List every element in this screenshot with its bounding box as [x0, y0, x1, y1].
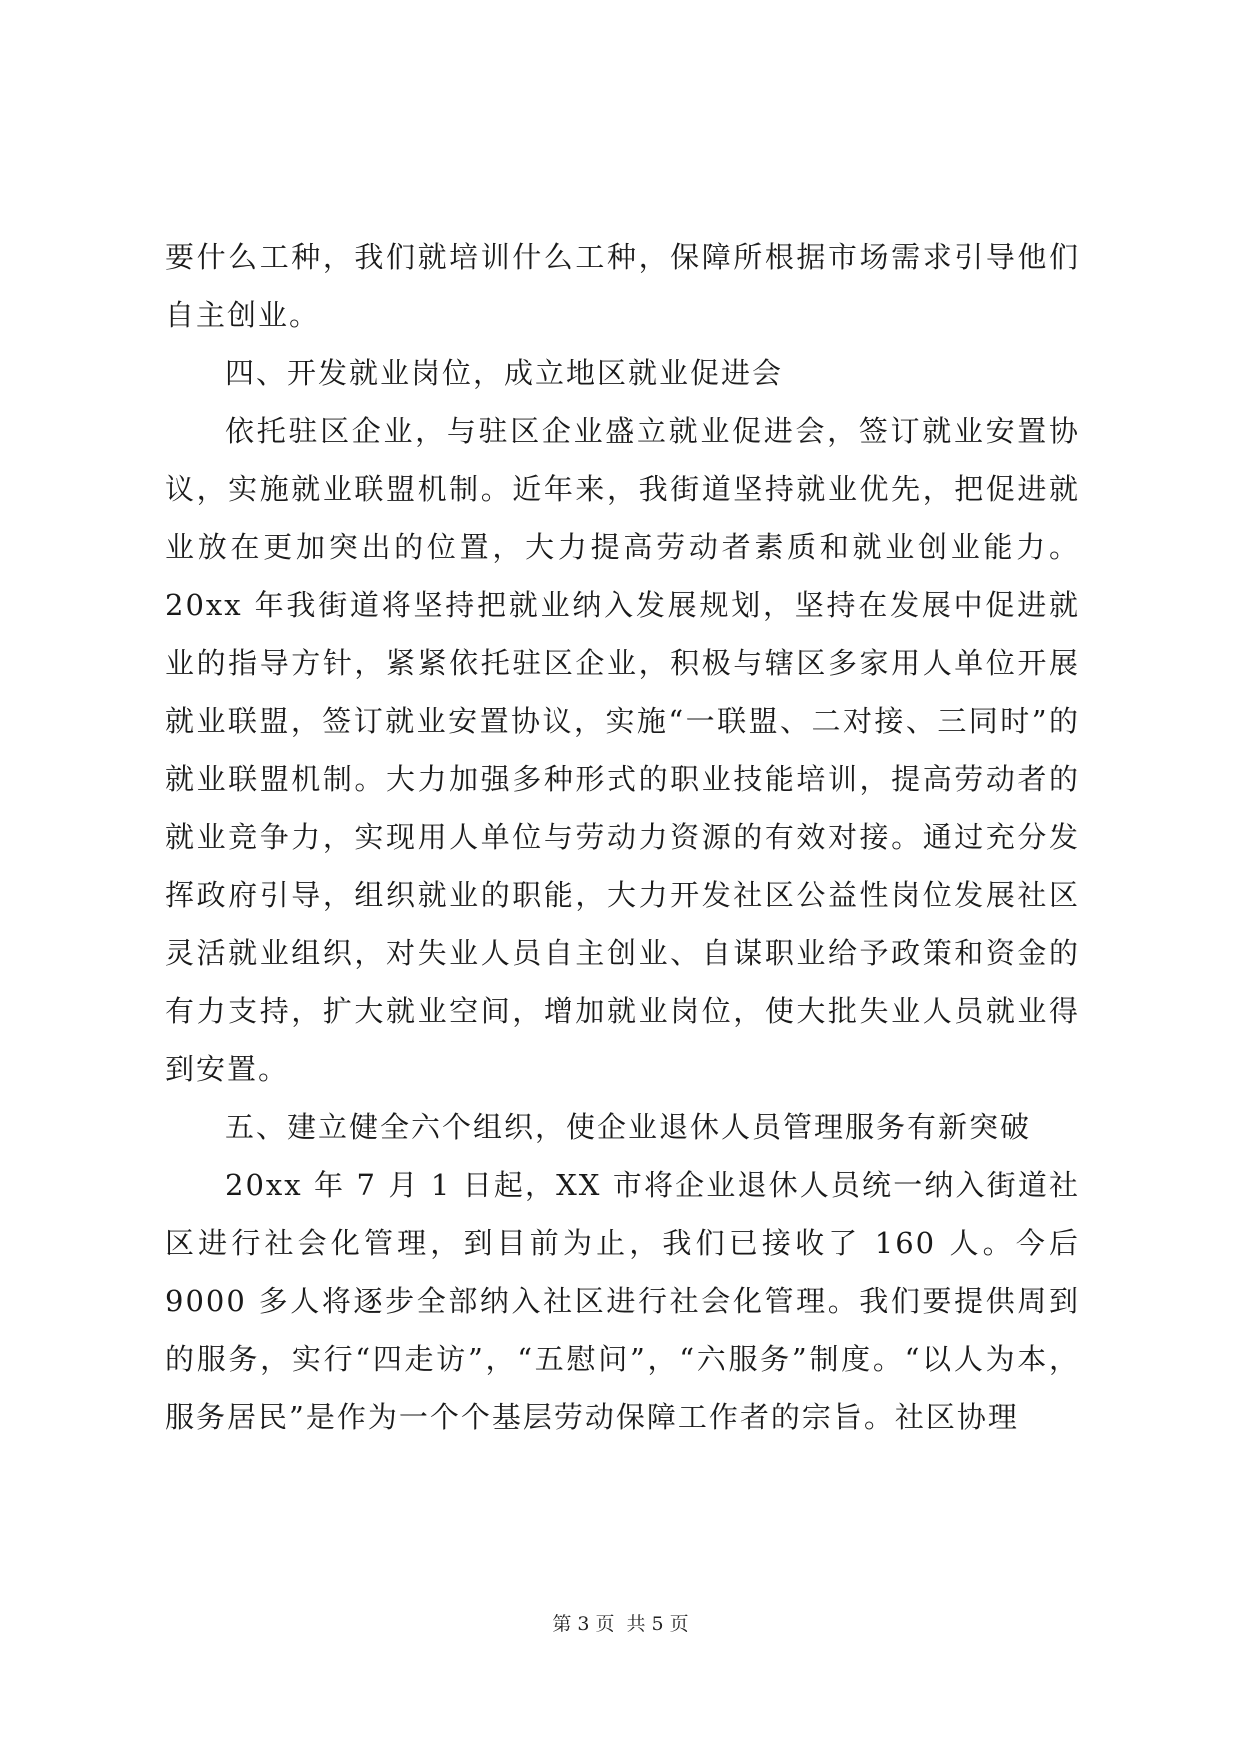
paragraph-retirees: 20xx 年 7 月 1 日起，XX 市将企业退休人员统一纳入街道社区进行社会化管理，到目前为止，我们已接收了 160 人。今后 9000 多人将逐步全部纳入社区进行社会化管理。我们要提供周到的服务，实行“四走访”，“五慰问”，“六服务”制度。“以人为本，服务居民”是作为一个个基层劳动保障工作者的宗旨。社区协理: [165, 1168, 1080, 1434]
page-number: 第 3 页: [552, 1613, 615, 1635]
paragraph-continuation: 要什么工种，我们就培训什么工种，保障所根据市场需求引导他们自主创业。: [165, 240, 1080, 332]
document-body: [165, 228, 1080, 1446]
section-heading-5: 五、建立健全六个组织，使企业退休人员管理服务有新突破: [225, 1110, 1032, 1144]
section-heading-4: 四、开发就业岗位，成立地区就业促进会: [225, 356, 784, 390]
paragraph-employment: 依托驻区企业，与驻区企业盛立就业促进会，签订就业安置协议，实施就业联盟机制。近年来，我街道坚持就业优先，把促进就业放在更加突出的位置，大力提高劳动者素质和就业创业能力。20xx 年我街道将坚持把就业纳入发展规划，坚持在发展中促进就业的指导方针，紧紧依托驻区企业，积极与辖区多家用人单位开展就业联盟，签订就业安置协议，实施“一联盟、二对接、三同时”的就业联盟机制。大力加强多种形式的职业技能培训，提高劳动者的就业竞争力，实现用人单位与劳动力资源的有效对接。通过充分发挥政府引导，组织就业的职能，大力开发社区公益性岗位发展社区灵活就业组织，对失业人员自主创业、自谋职业给予政策和资金的有力支持，扩大就业空间，增加就业岗位，使大批失业人员就业得到安置。: [165, 414, 1080, 1086]
page-footer: [0, 1612, 1241, 1636]
page-total: 共 5 页: [626, 1613, 689, 1635]
